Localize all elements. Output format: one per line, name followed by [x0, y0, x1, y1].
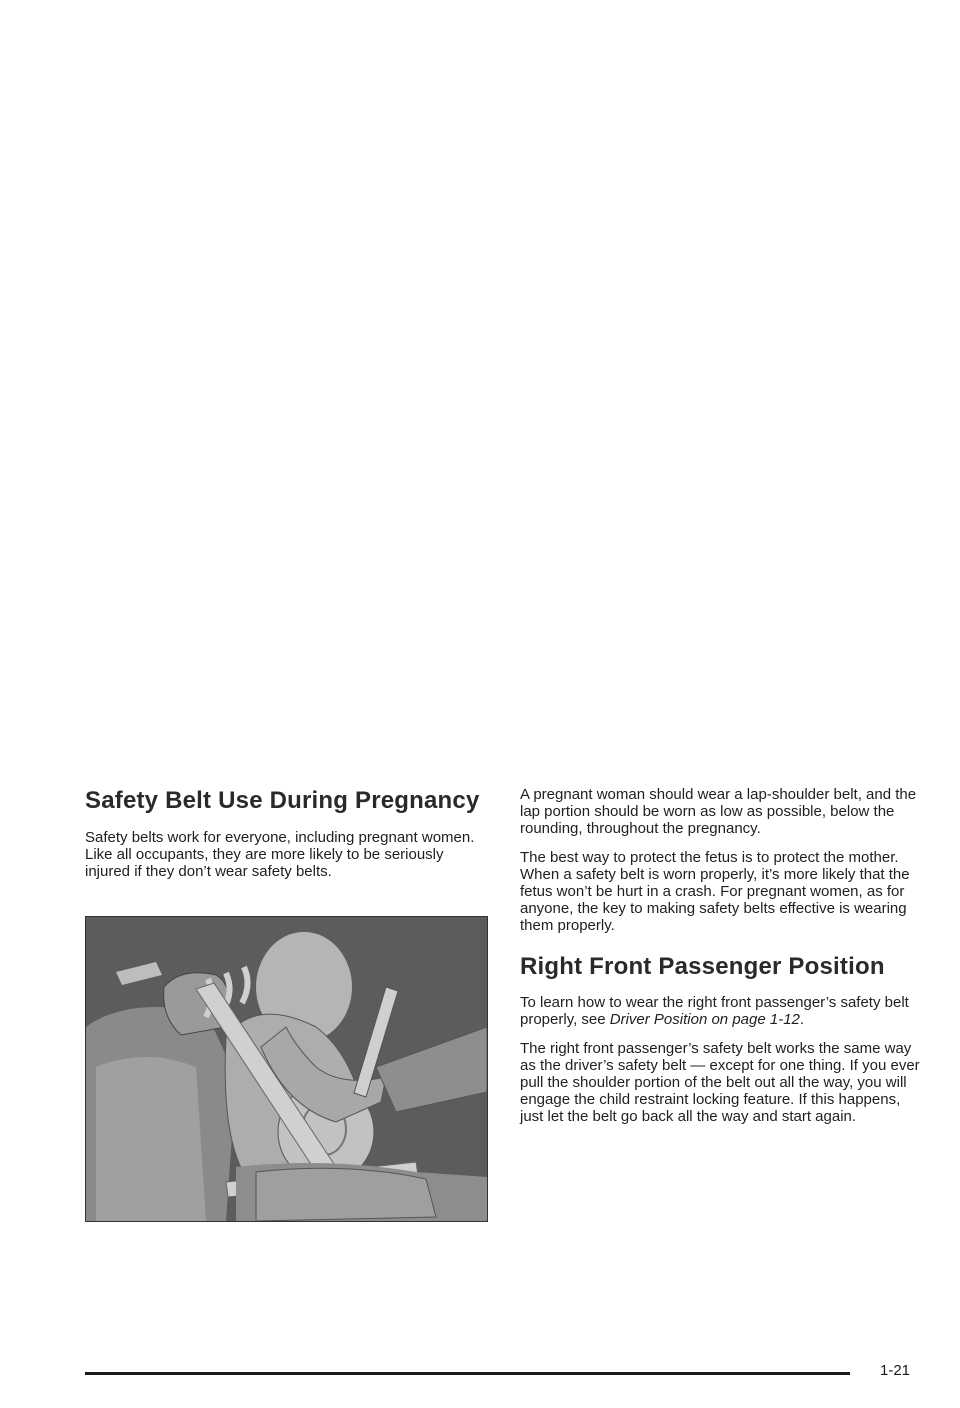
paragraph-fetus: The best way to protect the fetus is to protect the mother. When a safety belt is worn properly, it’s more likely that the fetus won’t be hurt in a crash. For pregnant women, as for anyone, the key to making safety belts effective is wearing them properly. [520, 849, 910, 934]
paragraph-learn-how [520, 994, 920, 1028]
paragraph-lap-belt: A pregnant woman should wear a lap-shoulder belt, and the lap portion should be worn as low as possible, below the rounding, throughout the pregnancy. [520, 786, 917, 837]
section-heading-passenger: Right Front Passenger Position [520, 953, 885, 980]
footer-rule [85, 1372, 850, 1375]
driver-position-link[interactable]: Driver Position on page 1-12 [609, 1011, 800, 1028]
left-column [85, 786, 490, 880]
pregnant-passenger-illustration [85, 916, 488, 1222]
intro-paragraph: Safety belts work for everyone, including pregnant women. Like all occupants, they are more likely to be seriously injured if they don’t wear safety belts. [85, 829, 475, 880]
learn-how-suffix: . [799, 1011, 805, 1028]
page-number: 1-21 [880, 1362, 911, 1379]
section-heading-pregnancy: Safety Belt Use During Pregnancy [85, 787, 480, 814]
right-column [520, 786, 920, 1137]
learn-how-text: To learn how to wear the right front passenger’s safety belt properly, see [520, 994, 909, 1028]
paragraph-passenger-belt: The right front passenger’s safety belt works the same way as the driver’s safety belt — except for one thing. If you ever pull the shoulder portion of the belt out all the way, you will engage the child restraint locking feature. If this happens, just let the belt go back all the way and start again. [520, 1040, 920, 1125]
